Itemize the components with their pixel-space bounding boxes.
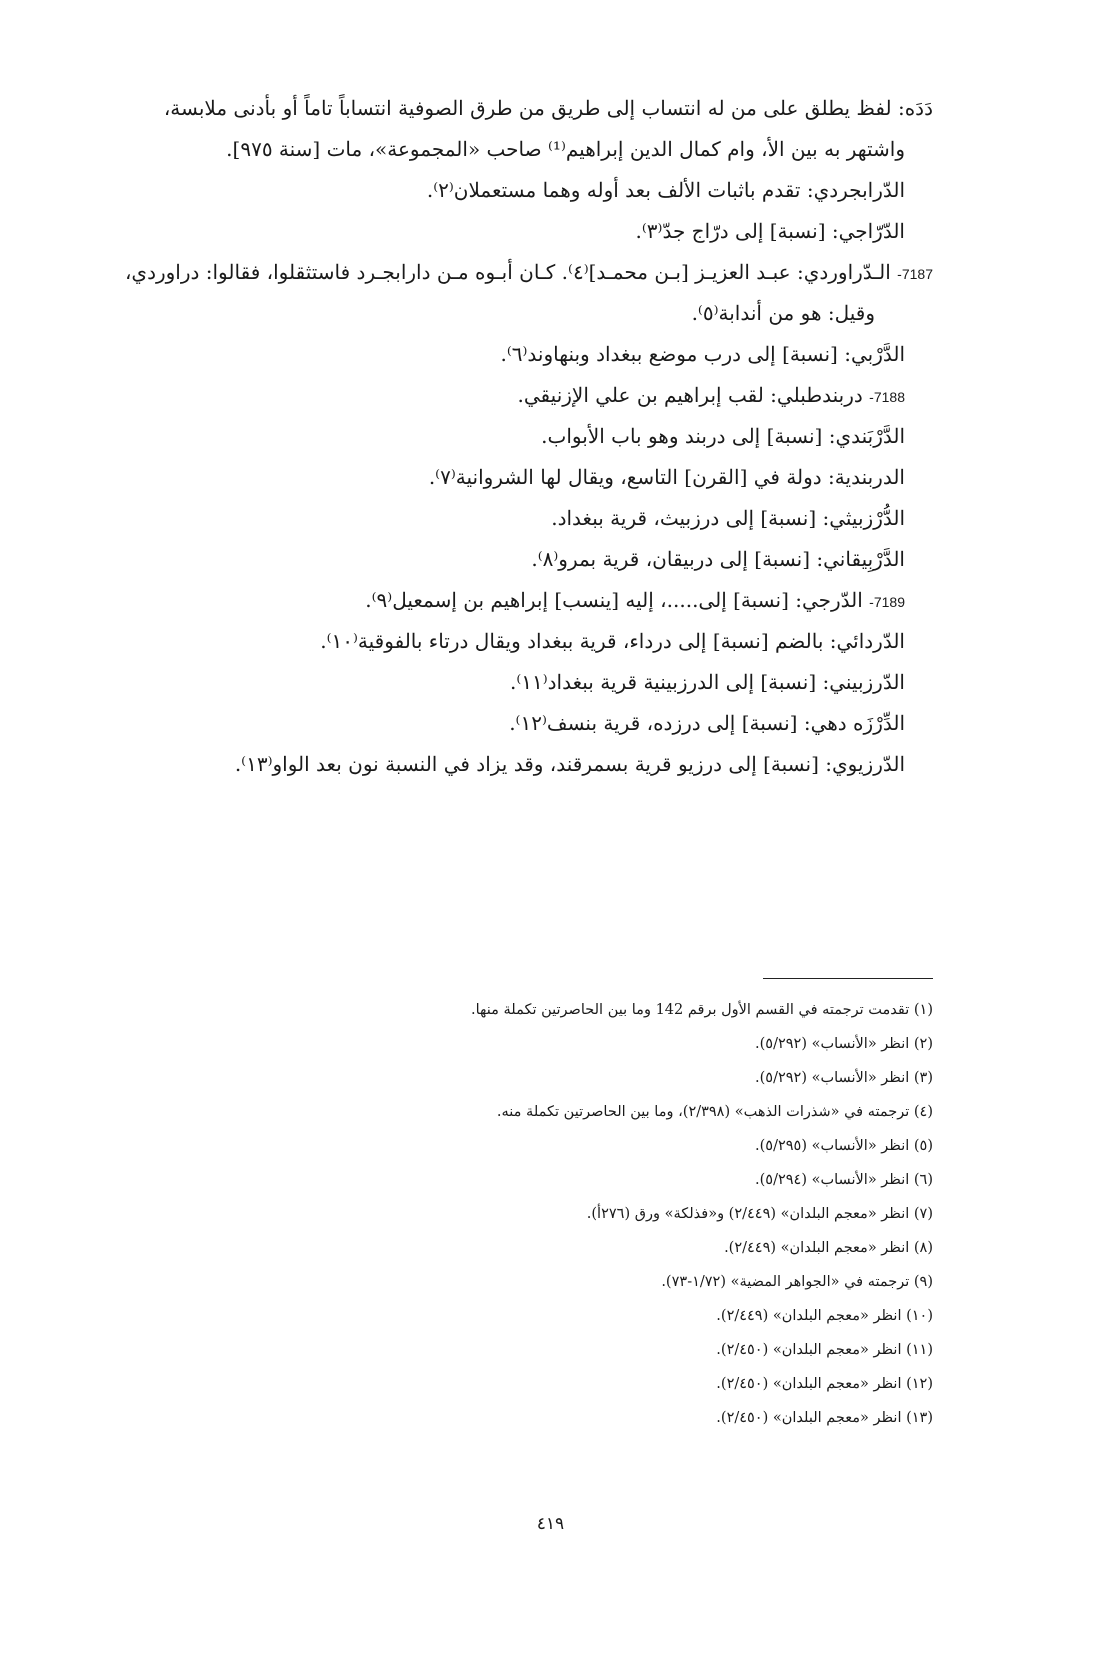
entry-text: دَدَه: لفظ يطلق على من له انتساب إلى طريق من طرق الصوفية انتساباً تاماً أو بأدنى ملابسة، — [163, 96, 933, 120]
footnote-separator — [763, 978, 933, 979]
entry-text: الدّرزبيني: [نسبة] إلى الدرزبينية قرية ببغداد⁽١١⁾. — [509, 670, 905, 694]
entry-line — [113, 539, 933, 580]
entry-text: واشتهر به بين الأ، وام كمال الدين إبراهيم⁽¹⁾ صاحب «المجموعة»، مات [سنة ٩٧٥]. — [226, 137, 905, 161]
entry-text: الدّرزيوي: [نسبة] إلى درزيو قرية بسمرقند، وقد يزاد في النسبة نون بعد الواو⁽١٣⁾. — [234, 752, 905, 776]
entry-line — [113, 293, 933, 334]
footnote: (١) تقدمت ترجمته في القسم الأول برقم 142 وما بين الحاصرتين تكملة منها. — [471, 1002, 933, 1018]
entry-line — [113, 621, 933, 662]
entry-text: الدُّرْزبيثي: [نسبة] إلى درزبيث، قرية ببغداد. — [551, 506, 905, 530]
footnote: (٥) انظر «الأنساب» (٥/٢٩٥). — [755, 1138, 933, 1154]
entry-line — [113, 334, 933, 375]
entry-text: الدَّرْبَندي: [نسبة] إلى دربند وهو باب الأبواب. — [541, 424, 905, 448]
entry-number: 7188- — [869, 389, 905, 405]
entry-line — [113, 662, 933, 703]
entry-text: الدّردائي: بالضم [نسبة] إلى درداء، قرية ببغداد ويقال درتاء بالفوقية⁽١٠⁾. — [320, 629, 905, 653]
entry-text: الدّرّاجي: [نسبة] إلى درّاج جدّ⁽٣⁾. — [635, 219, 905, 243]
entry-text: الدَّرْبي: [نسبة] إلى درب موضع ببغداد وبنهاوند⁽٦⁾. — [500, 342, 905, 366]
entry-line — [113, 88, 933, 129]
footnote: (١٣) انظر «معجم البلدان» (٢/٤٥٠). — [716, 1410, 933, 1426]
footnote: (٧) انظر «معجم البلدان» (٢/٤٤٩) و«فذلكة» ورق (٢٧٦أ). — [586, 1206, 933, 1222]
footnote: (٨) انظر «معجم البلدان» (٢/٤٤٩). — [724, 1240, 933, 1256]
entry-number: 7189- — [869, 594, 905, 610]
entry-text: دربندطبلي: لقب إبراهيم بن علي الإزنيقي. — [517, 383, 870, 407]
entry-text: الدربندية: دولة في [القرن] التاسع، ويقال لها الشروانية⁽٧⁾. — [428, 465, 905, 489]
entry-line — [113, 703, 933, 744]
entry-text: الدَّرْبِيقاني: [نسبة] إلى دربيقان، قرية بمرو⁽٨⁾. — [531, 547, 905, 571]
entry-line — [113, 744, 933, 785]
entry-text: الدّرابجردي: تقدم باثبات الألف بعد أوله وهما مستعملان⁽٢⁾. — [426, 178, 905, 202]
main-text — [113, 88, 933, 785]
entry-line — [113, 375, 933, 416]
footnote: (١٢) انظر «معجم البلدان» (٢/٤٥٠). — [716, 1376, 933, 1392]
entry-line — [113, 170, 933, 211]
entry-line — [113, 498, 933, 539]
entry-text: وقيل: هو من أندابة⁽٥⁾. — [691, 301, 875, 325]
footnote: (٣) انظر «الأنساب» (٥/٢٩٢). — [755, 1070, 933, 1086]
entry-line — [113, 129, 933, 170]
entry-text: الـدّراوردي: عبـد العزيـز [بـن محمـد]⁽٤⁾. كـان أبـوه مـن دارابجـرد فاستثقلوا، فقالوا: دراوردي، — [124, 260, 898, 284]
entry-number: 7187- — [897, 266, 933, 282]
entry-line — [113, 580, 933, 621]
footnote: (٦) انظر «الأنساب» (٥/٢٩٤). — [755, 1172, 933, 1188]
footnote: (١٠) انظر «معجم البلدان» (٢/٤٤٩). — [716, 1308, 933, 1324]
entry-line — [113, 252, 933, 293]
page-number: ٤١٩ — [536, 1514, 565, 1534]
entry-line — [113, 211, 933, 252]
footnote: (٤) ترجمته في «شذرات الذهب» (٢/٣٩٨)، وما بين الحاصرتين تكملة منه. — [496, 1104, 933, 1120]
entry-line — [113, 457, 933, 498]
footnotes — [113, 993, 933, 1435]
footnote: (١١) انظر «معجم البلدان» (٢/٤٥٠). — [716, 1342, 933, 1358]
entry-text: الدِّرْزَه دهي: [نسبة] إلى درزده، قرية بنسف⁽١٢⁾. — [509, 711, 905, 735]
footnote: (٩) ترجمته في «الجواهر المضية» (١/٧٢-٧٣). — [661, 1274, 933, 1290]
entry-text: الدّرجي: [نسبة] إلى.....، إليه [ينسب] إبراهيم بن إسمعيل⁽٩⁾. — [365, 588, 870, 612]
footnote: (٢) انظر «الأنساب» (٥/٢٩٢). — [755, 1036, 933, 1052]
entry-line — [113, 416, 933, 457]
